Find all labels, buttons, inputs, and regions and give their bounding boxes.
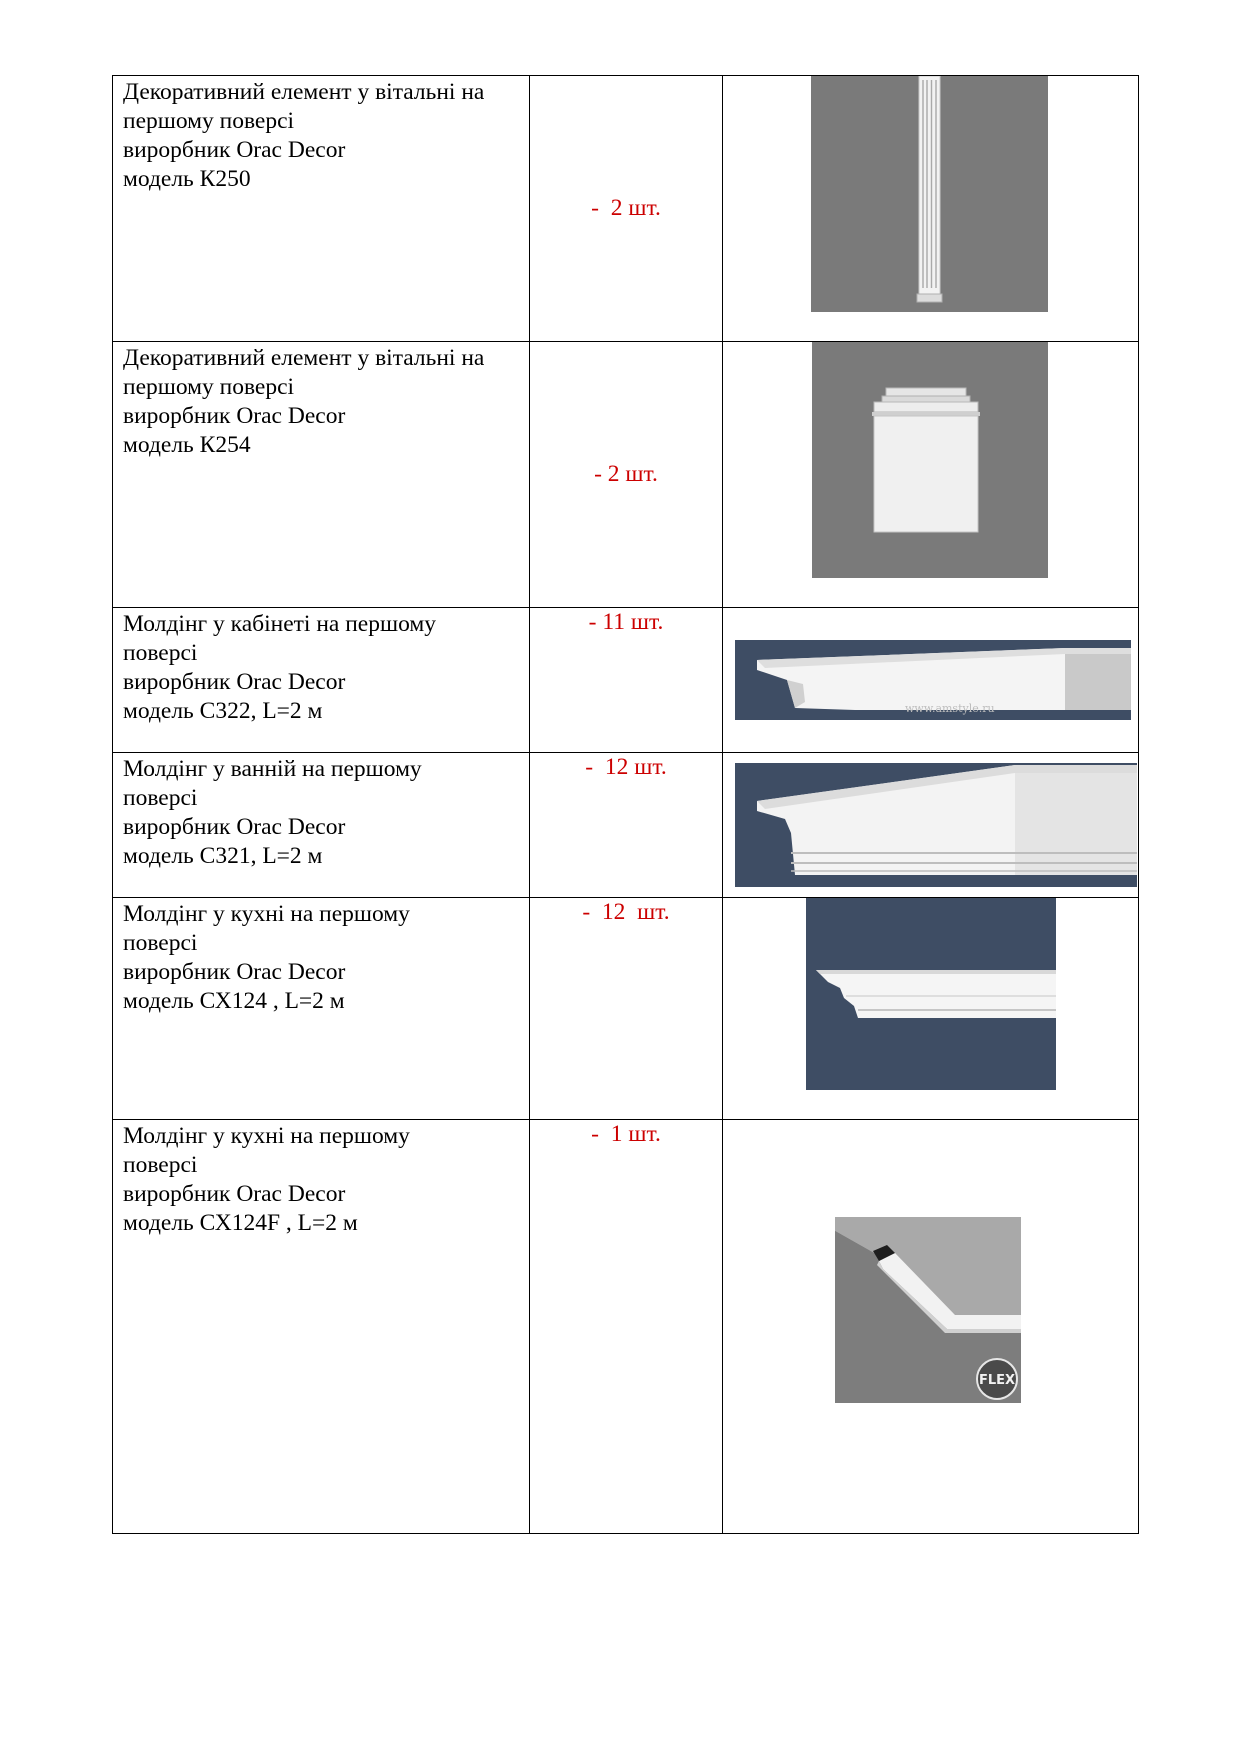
- description-line: поверсі: [123, 1152, 198, 1178]
- description-line: Молдінг у кухні на першому: [123, 1123, 410, 1149]
- description-line: першому поверсі: [123, 374, 295, 400]
- description-line: Молдінг у кухні на першому: [123, 901, 410, 927]
- model-line: модель С322, L=2 м: [123, 698, 323, 724]
- quantity-text: - 2 шт.: [594, 461, 658, 487]
- model-line: модель СХ124 , L=2 м: [123, 988, 345, 1014]
- quantity-text: - 12 шт.: [585, 754, 667, 780]
- image-cell: [723, 342, 1139, 608]
- quantity-cell: [530, 76, 723, 342]
- description-cell: [113, 898, 530, 1120]
- table-row: [113, 342, 1139, 608]
- quantity-text: - 2 шт.: [591, 195, 661, 221]
- description-line: першому поверсі: [123, 108, 295, 134]
- quantity-text: - 12 шт.: [582, 899, 670, 925]
- quantity-cell: [530, 608, 723, 753]
- manufacturer-line: вирорбник Orac Decor: [123, 403, 346, 429]
- image-cell: [723, 76, 1139, 342]
- table-row: [113, 898, 1139, 1120]
- quantity-text: - 1 шт.: [591, 1121, 661, 1147]
- description-line: Декоративний елемент у вітальні на: [123, 79, 485, 105]
- quantity-cell: [530, 753, 723, 898]
- cornice-photo-icon: [806, 898, 1056, 1090]
- description-cell: [113, 76, 530, 342]
- description-line: поверсі: [123, 930, 198, 956]
- manufacturer-line: вирорбник Orac Decor: [123, 1181, 346, 1207]
- description-line: поверсі: [123, 785, 198, 811]
- description-cell: [113, 1120, 530, 1534]
- flex-badge-text: FLEX: [978, 1373, 1016, 1388]
- image-cell: [723, 1120, 1139, 1534]
- image-cell: [723, 898, 1139, 1120]
- table-row: [113, 1120, 1139, 1534]
- model-line: модель С321, L=2 м: [123, 843, 323, 869]
- model-line: модель СХ124F , L=2 м: [123, 1210, 358, 1236]
- manufacturer-line: вирорбник Orac Decor: [123, 669, 346, 695]
- model-line: модель К254: [123, 432, 251, 458]
- description-line: Молдінг у ванній на першому: [123, 756, 422, 782]
- table-row: [113, 608, 1139, 753]
- table-row: [113, 76, 1139, 342]
- description-cell: [113, 753, 530, 898]
- manufacturer-line: вирорбник Orac Decor: [123, 137, 346, 163]
- image-cell: [723, 753, 1139, 898]
- image-cell: [723, 608, 1139, 753]
- spec-table: [112, 75, 1139, 1534]
- pilaster-base-photo-icon: [812, 342, 1048, 578]
- quantity-cell: [530, 342, 723, 608]
- description-line: Декоративний елемент у вітальні на: [123, 345, 485, 371]
- watermark-text: www.amstyle.ru: [905, 702, 995, 715]
- cornice-photo-icon: [735, 763, 1137, 887]
- cornice-photo-icon: [735, 640, 1131, 720]
- pilaster-photo-icon: [811, 76, 1048, 312]
- manufacturer-line: вирорбник Orac Decor: [123, 814, 346, 840]
- model-line: модель К250: [123, 166, 251, 192]
- manufacturer-line: вирорбник Orac Decor: [123, 959, 346, 985]
- table-row: [113, 753, 1139, 898]
- quantity-text: - 11 шт.: [588, 609, 664, 635]
- description-line: поверсі: [123, 640, 198, 666]
- description-cell: [113, 608, 530, 753]
- quantity-cell: [530, 1120, 723, 1534]
- description-cell: [113, 342, 530, 608]
- flex-cornice-photo-icon: [835, 1217, 1021, 1403]
- quantity-cell: [530, 898, 723, 1120]
- description-line: Молдінг у кабінеті на першому: [123, 611, 436, 637]
